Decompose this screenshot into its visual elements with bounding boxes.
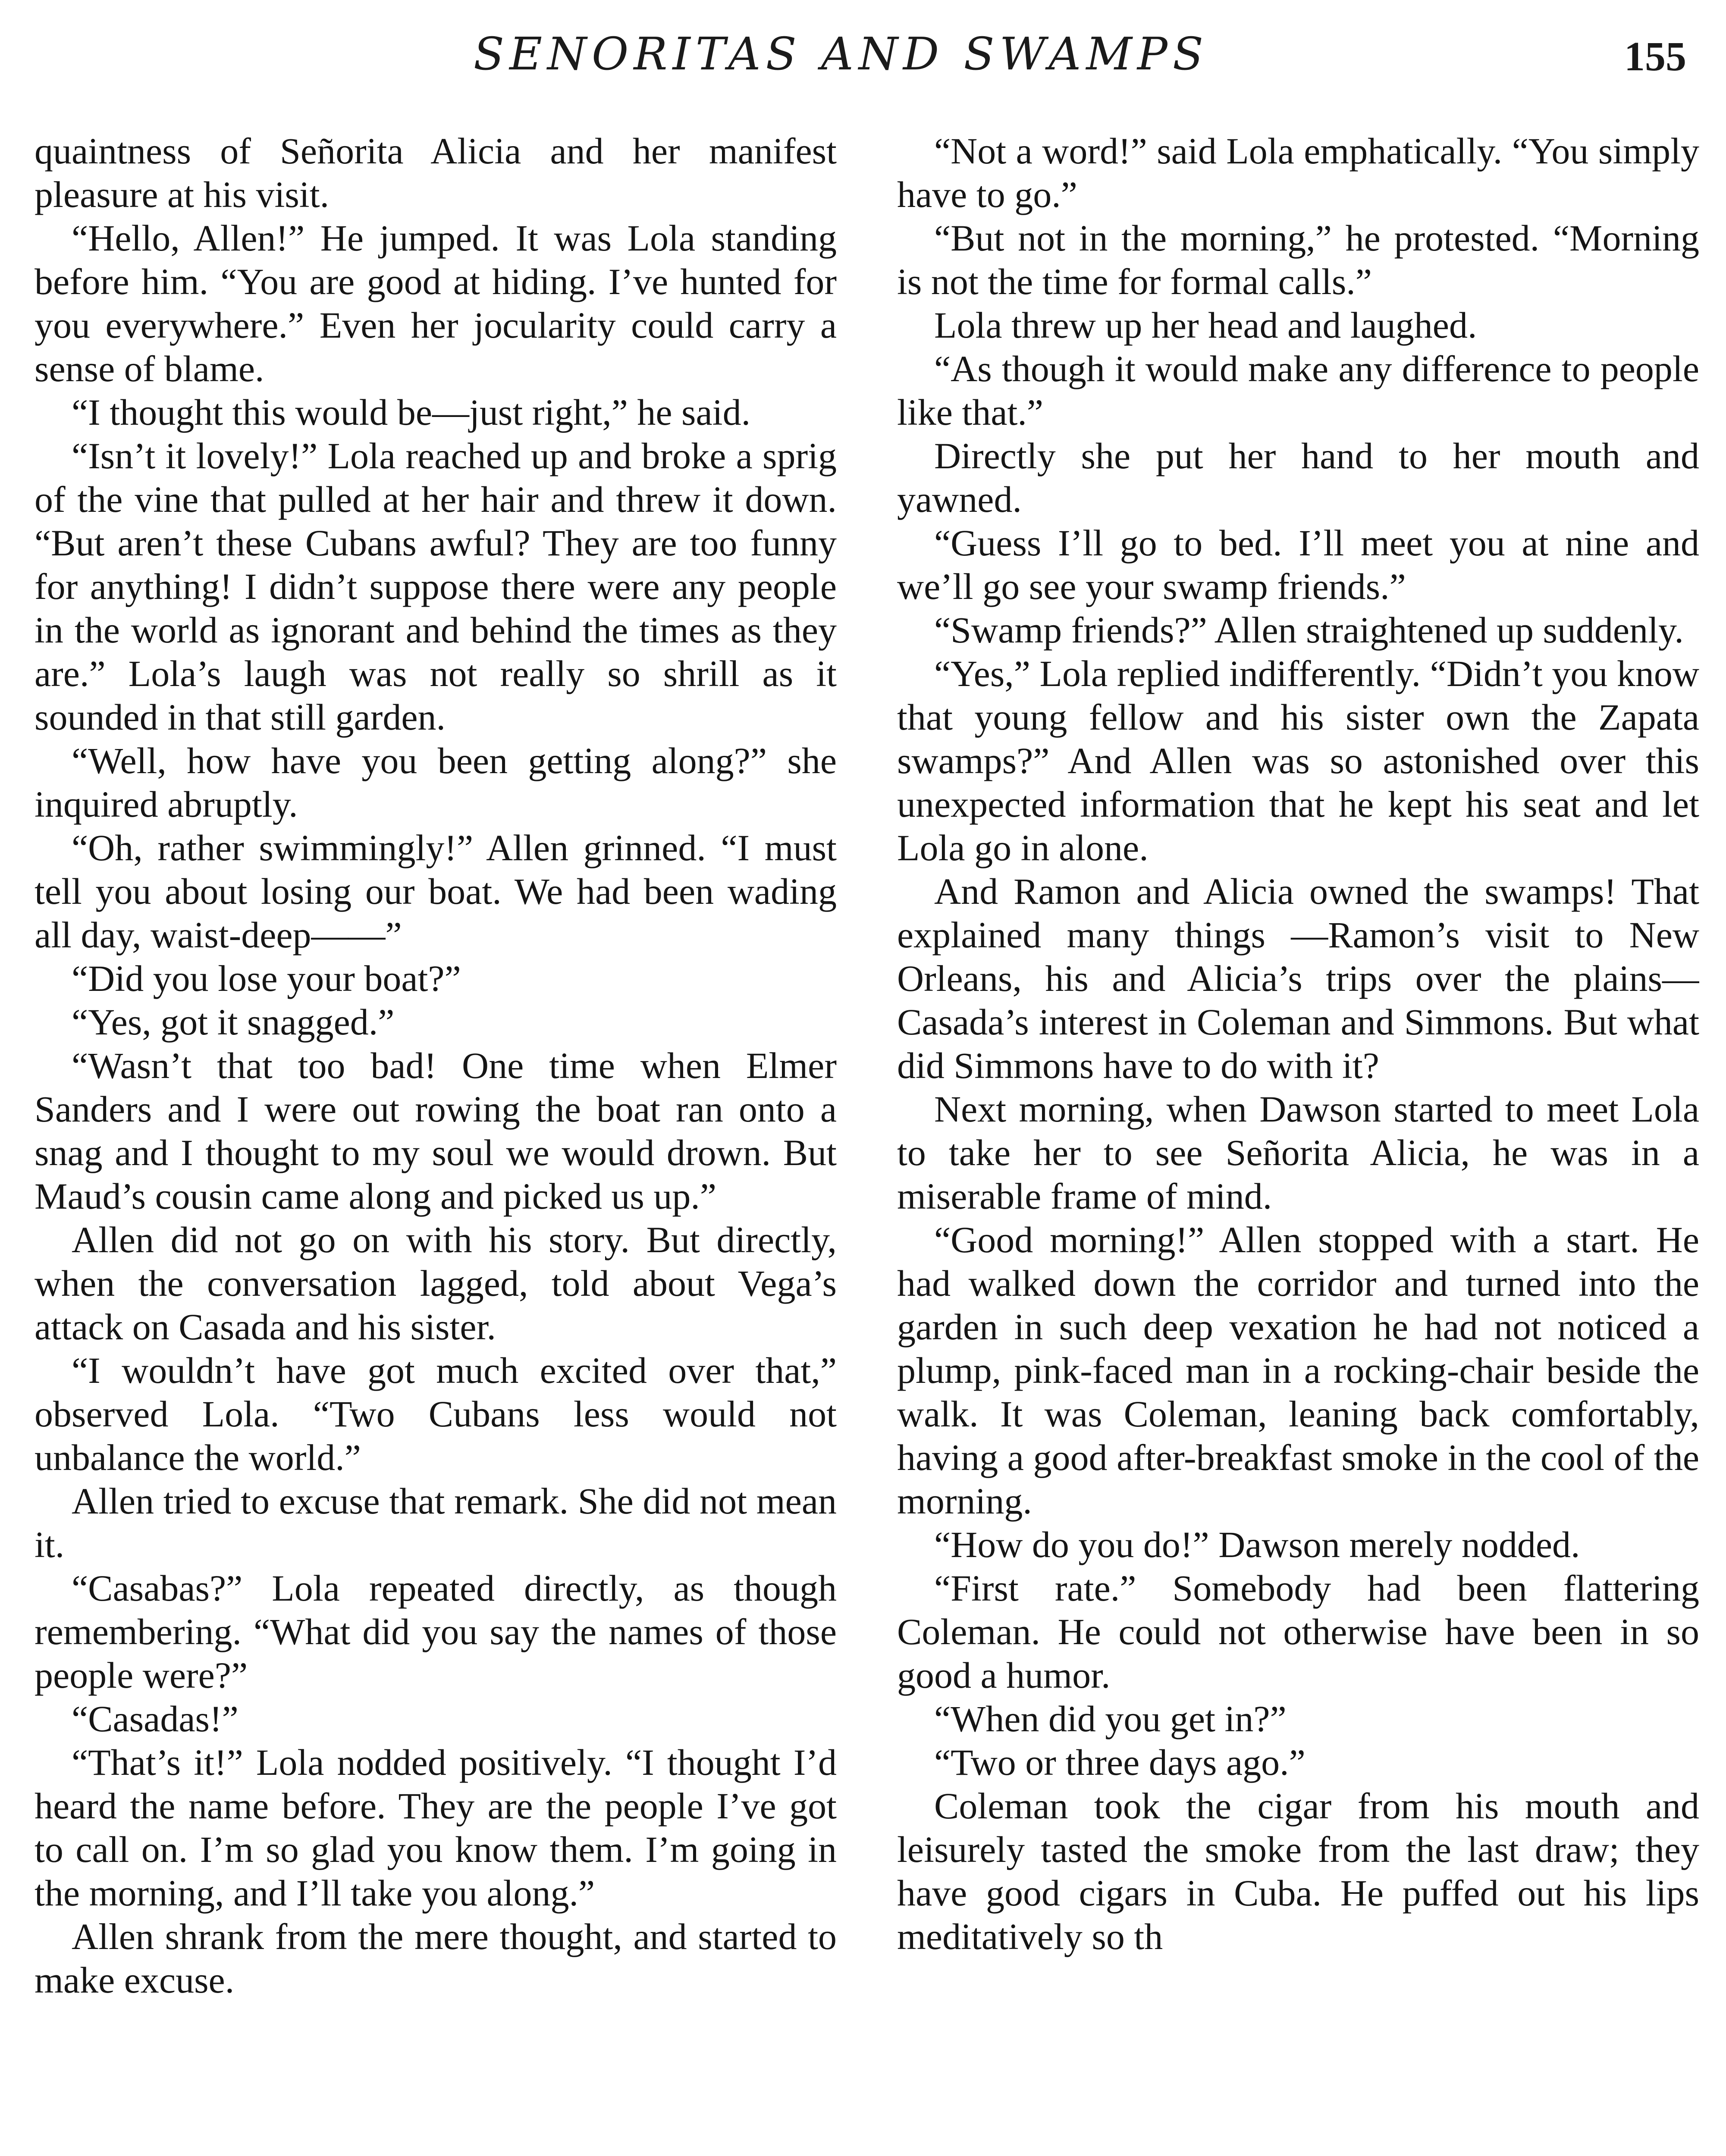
paragraph: Next morning, when Dawson started to meet Lola to take her to see Señorita Alicia, he was in a miserable frame of mind.	[897, 1088, 1699, 1217]
paragraph: “First rate.” Somebody had been flattering Coleman. He could not otherwise have been in so good a humor.	[897, 1567, 1699, 1696]
paragraph: “Yes, got it snagged.”	[72, 1001, 395, 1043]
paragraph: “Swamp friends?” Allen straightened up suddenly.	[934, 609, 1684, 651]
paragraph: “Guess I’ll go to bed. I’ll meet you at nine and we’ll go see your swamp friends.”	[897, 522, 1699, 607]
paragraph: Lola threw up her head and laughed.	[934, 304, 1477, 346]
paragraph: “How do you do!” Dawson merely nodded.	[934, 1524, 1580, 1565]
paragraph: Allen tried to excuse that remark. She did not mean it.	[35, 1480, 837, 1565]
running-head	[0, 26, 1726, 86]
paragraph: “Well, how have you been getting along?” she inquired abruptly.	[35, 740, 837, 825]
right-column	[897, 129, 1699, 2156]
paragraph: “Not a word!” said Lola emphatically. “You simply have to go.”	[897, 130, 1699, 215]
paragraph: Allen did not go on with his story. But directly, when the conversation lagged, told about Vega’s attack on Casada and his sister.	[35, 1219, 837, 1348]
paragraph: “When did you get in?”	[934, 1698, 1287, 1739]
page-number: 155	[1624, 33, 1686, 79]
paragraph: Coleman took the cigar from his mouth and leisurely tasted the smoke from the last draw; they have good cigars in Cuba. He puffed out his lips meditatively so th	[897, 1785, 1699, 1957]
paragraph: “Did you lose your boat?”	[72, 958, 461, 999]
paragraph: “Hello, Allen!” He jumped. It was Lola standing before him. “You are good at hiding. I’ve hunted for you everywhere.” Even her jocularity could carry a sense of blame.	[35, 217, 837, 389]
paragraph: “Two or three days ago.”	[934, 1742, 1305, 1783]
paragraph: “Oh, rather swimmingly!” Allen grinned. “I must tell you about losing our boat. We had been wading all day, waist-deep——”	[35, 827, 837, 956]
paragraph: Directly she put her hand to her mouth and yawned.	[897, 435, 1699, 520]
paragraph: Allen shrank from the mere thought, and started to make excuse.	[35, 1916, 837, 2001]
running-title: SENORITAS AND SWAMPS	[473, 28, 1209, 80]
paragraph: “But not in the morning,” he protested. “Morning is not the time for formal calls.”	[897, 217, 1699, 302]
paragraph: And Ramon and Alicia owned the swamps! That explained many things —Ramon’s visit to New Orleans, his and Alicia’s trips over the plains— Casada’s interest in Coleman and Simmons. But what did Simmons have to do with it?	[897, 871, 1699, 1086]
paragraph: “Isn’t it lovely!” Lola reached up and broke a sprig of the vine that pulled at her hair and threw it down. “But aren’t these Cubans awful? They are too funny for anything! I didn’t suppose there were any people in the world as ignorant and behind the times as they are.” Lola’s laugh was not really so shrill as it sounded in that still garden.	[35, 435, 837, 738]
paragraph: quaintness of Señorita Alicia and her manifest pleasure at his visit.	[35, 130, 837, 215]
paragraph: “Good morning!” Allen stopped with a start. He had walked down the corridor and turned into the garden in such deep vexation he had not noticed a plump, pink-faced man in a rocking-chair beside the walk. It was Coleman, leaning back comfortably, having a good after-breakfast smoke in the cool of the morning.	[897, 1219, 1699, 1522]
paragraph: “That’s it!” Lola nodded positively. “I thought I’d heard the name before. They are the people I’ve got to call on. I’m so glad you know them. I’m going in the morning, and I’ll take you along.”	[35, 1742, 837, 1914]
paragraph: “As though it would make any difference to people like that.”	[897, 348, 1699, 433]
paragraph: “Yes,” Lola replied indifferently. “Didn’t you know that young fellow and his sister own the Zapata swamps?” And Allen was so astonished over this unexpected information that he kept his seat and let Lola go in alone.	[897, 653, 1699, 868]
paragraph: “Wasn’t that too bad! One time when Elmer Sanders and I were out rowing the boat ran onto a snag and I thought to my soul we would drown. But Maud’s cousin came along and picked us up.”	[35, 1045, 837, 1217]
paragraph: “I thought this would be—just right,” he said.	[72, 392, 751, 433]
left-column	[35, 129, 837, 2156]
paragraph: “Casadas!”	[72, 1698, 239, 1739]
paragraph: “Casabas?” Lola repeated directly, as though remembering. “What did you say the names of those people were?”	[35, 1567, 837, 1696]
paragraph: “I wouldn’t have got much excited over that,” observed Lola. “Two Cubans less would not unbalance the world.”	[35, 1350, 837, 1478]
